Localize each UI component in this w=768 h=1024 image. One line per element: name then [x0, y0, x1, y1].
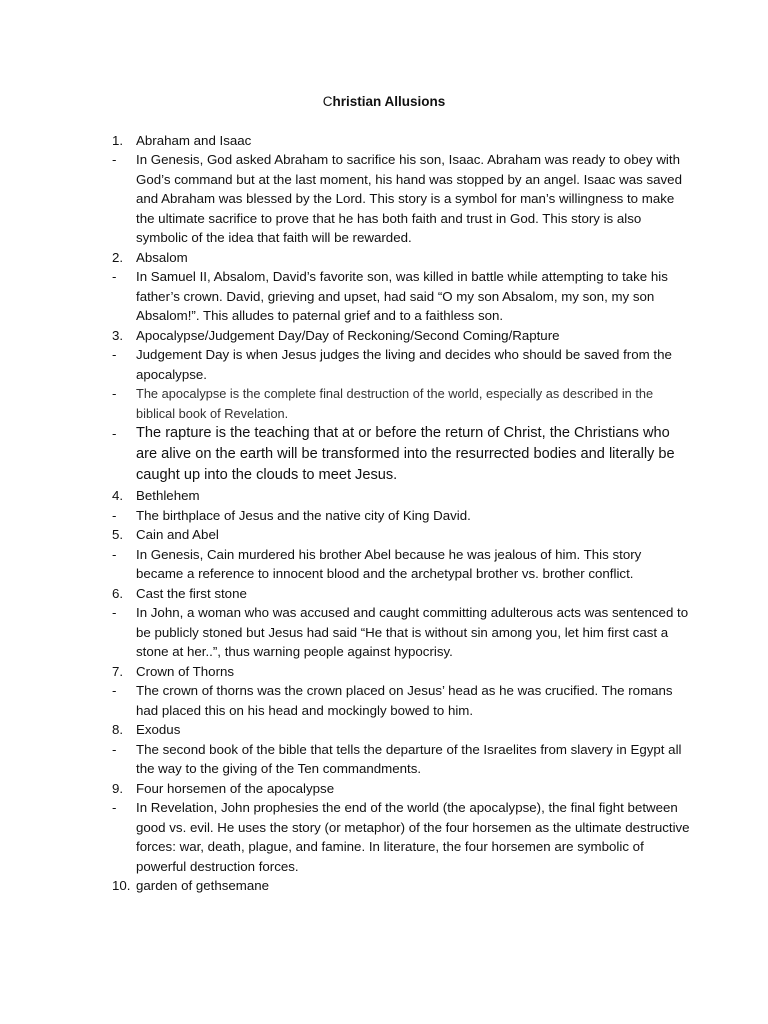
list-item-heading — [112, 248, 692, 268]
list-item-bullet — [112, 545, 692, 584]
list-number: 8. — [112, 722, 124, 737]
list-heading-text: Bethlehem — [136, 488, 200, 503]
list-heading-text: Abraham and Isaac — [136, 132, 252, 148]
bullet-text: The second book of the bible that tells the departure of the Israelites from slavery in Egypt all the way to the giving of the Ten commandments. — [136, 741, 682, 776]
list-item-bullet — [112, 740, 692, 779]
bullet-text: The birthplace of Jesus and the native city of King David. — [136, 507, 471, 523]
list-number: 6. — [112, 585, 124, 601]
bullet-text: In John, a woman who was accused and caught committing adulterous acts was sentenced to be publicly stoned but Jesus had said “He that is without sin among you, let him first cast a stone at her..”, thus warning people against hypocrisy. — [136, 605, 689, 659]
list-item-heading — [112, 486, 692, 506]
list-number: 5. — [112, 527, 124, 542]
list-item-bullet — [112, 267, 692, 326]
list-number: 2. — [112, 249, 124, 265]
allusion-list — [112, 131, 692, 896]
list-item-bullet — [112, 798, 692, 876]
bullet-text: The rapture is the teaching that at or before the return of Christ, the Christians who are alive on the earth will be transformed into the resurrected bodies and literally be caught up into the clouds to meet Jesus. — [136, 425, 675, 483]
bullet-dash: - — [112, 386, 117, 401]
list-item-heading — [112, 525, 692, 545]
list-heading-text: Cain and Abel — [136, 527, 219, 542]
list-heading-text: Cast the first stone — [136, 585, 247, 601]
list-heading-text: garden of gethsemane — [136, 878, 270, 893]
bullet-dash: - — [112, 605, 117, 620]
document-title-rest: hristian Allusions — [332, 94, 446, 109]
list-heading-text: Absalom — [136, 249, 188, 265]
list-heading-text: Apocalypse/Judgement Day/Day of Reckoning/Second Coming/Rapture — [136, 327, 560, 343]
bullet-dash: - — [112, 683, 117, 698]
bullet-text: In Samuel II, Absalom, David’s favorite son, was killed in battle while attempting to take his father’s crown. David, grieving and upset, had said “O my son Absalom, my son, my son Absalom!”. This alludes to paternal grief and to a faithless son. — [136, 269, 668, 323]
bullet-dash: - — [112, 269, 117, 284]
bullet-dash: - — [112, 741, 117, 757]
list-item-heading — [112, 326, 692, 346]
list-number: 10. — [112, 878, 131, 893]
list-item-heading — [112, 720, 692, 740]
bullet-dash: - — [112, 507, 117, 523]
list-item-bullet — [112, 681, 692, 720]
list-number: 3. — [112, 327, 124, 343]
list-number: 1. — [112, 132, 124, 148]
bullet-dash: - — [112, 347, 117, 362]
list-item-bullet — [112, 345, 692, 384]
list-heading-text: Crown of Thorns — [136, 663, 235, 679]
document-title-initial: C — [322, 94, 333, 109]
list-item-bullet — [112, 150, 692, 248]
list-heading-text: Exodus — [136, 722, 181, 737]
bullet-dash: - — [112, 152, 117, 167]
list-item-bullet — [112, 384, 692, 423]
bullet-text: In Genesis, Cain murdered his brother Abel because he was jealous of him. This story became a reference to innocent blood and the archetypal brother vs. brother conflict. — [136, 546, 642, 581]
list-item-bullet — [112, 603, 692, 662]
list-item-heading — [112, 131, 692, 151]
bullet-dash: - — [112, 426, 117, 441]
list-item-heading — [112, 584, 692, 604]
bullet-dash: - — [112, 800, 117, 815]
list-item-heading — [112, 779, 692, 799]
list-item-bullet — [112, 423, 692, 486]
document-title — [0, 92, 768, 111]
list-item-heading — [112, 662, 692, 682]
list-number: 4. — [112, 488, 124, 503]
list-number: 9. — [112, 780, 124, 796]
list-item-heading — [112, 876, 692, 896]
list-number: 7. — [112, 663, 124, 679]
bullet-text: The apocalypse is the complete final destruction of the world, especially as described in the biblical book of Revelation. — [136, 386, 654, 421]
list-item-bullet — [112, 506, 692, 526]
bullet-text: In Revelation, John prophesies the end of the world (the apocalypse), the final fight between good vs. evil. He uses the story (or metaphor) of the four horsemen as the ultimate destructive forces: war, death, plague, and famine. In literature, the four horsemen are symbolic of powerful destruction forces. — [136, 800, 690, 874]
bullet-text: In Genesis, God asked Abraham to sacrifice his son, Isaac. Abraham was ready to obey with God’s command but at the last moment, his hand was stopped by an angel. Isaac was saved and Abraham was blessed by the Lord. This story is a symbol for man’s willingness to make the ultimate sacrifice to prove that he has both faith and trust in God. This story is also symbolic of the idea that faith will be rewarded. — [136, 152, 682, 245]
bullet-dash: - — [112, 546, 117, 562]
bullet-text: Judgement Day is when Jesus judges the living and decides who should be saved from the apocalypse. — [136, 347, 672, 382]
list-heading-text: Four horsemen of the apocalypse — [136, 780, 335, 796]
bullet-text: The crown of thorns was the crown placed on Jesus’ head as he was crucified. The romans had placed this on his head and mockingly bowed to him. — [136, 683, 673, 718]
